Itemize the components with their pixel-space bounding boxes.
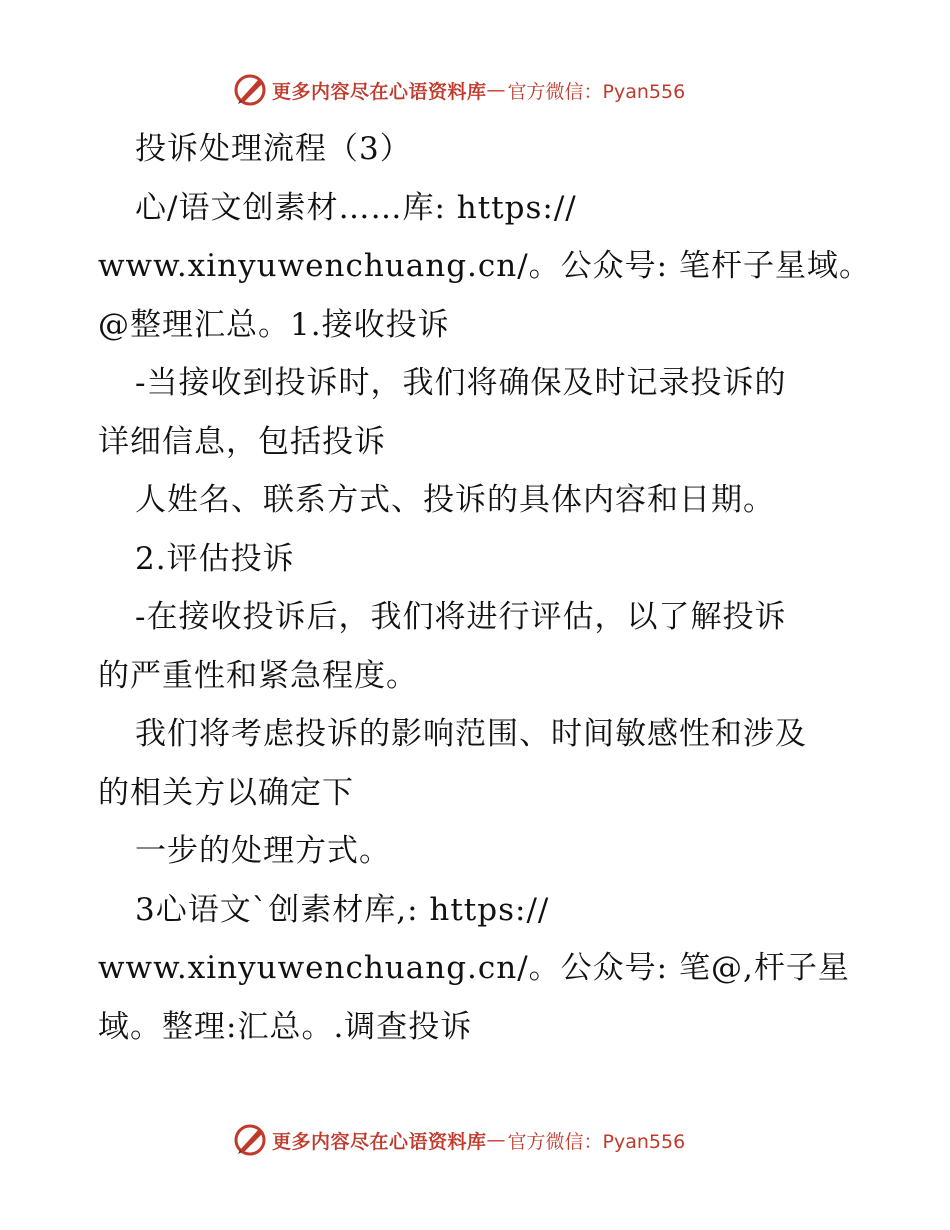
document-body: [98, 120, 871, 1056]
banner-separator: —: [486, 1129, 506, 1151]
pen-logo-icon: [232, 1122, 268, 1158]
body-line: -当接收到投诉时，我们将确保及时记录投诉的: [135, 365, 787, 401]
banner-wechat: 官方微信：Pyan556: [507, 1130, 686, 1153]
body-line: www.xinyuwenchuang.cn/。公众号: 笔杆子星域。: [98, 248, 871, 284]
body-line: -在接收投诉后，我们将进行评估，以了解投诉: [135, 599, 787, 635]
banner-text: 更多内容尽在心语资料库: [272, 1130, 487, 1153]
body-line: 我们将考虑投诉的影响范围、时间敏感性和涉及: [135, 716, 807, 752]
body-line: 的相关方以确定下: [98, 774, 354, 811]
body-line: 2.评估投诉: [135, 540, 295, 577]
body-line: 详细信息，包括投诉: [98, 423, 386, 460]
body-line: 一步的处理方式。: [135, 833, 391, 869]
body-line: 3心语文`创素材库,: https://: [135, 891, 550, 928]
body-line: 人姓名、联系方式、投诉的具体内容和日期。: [135, 482, 775, 518]
body-line: 投诉处理流程（3）: [135, 131, 412, 167]
pen-logo-icon: [232, 72, 268, 108]
header-watermark-banner: [232, 70, 752, 110]
banner-wechat: 官方微信：Pyan556: [507, 80, 686, 103]
banner-text: 更多内容尽在心语资料库: [272, 80, 487, 103]
banner-separator: —: [486, 79, 506, 101]
body-line: www.xinyuwenchuang.cn/。公众号: 笔@,杆子星: [98, 950, 850, 986]
body-line: 的严重性和紧急程度。: [98, 657, 418, 694]
footer-watermark-banner: [232, 1120, 752, 1160]
body-line: 心/语文创素材……库: https://: [135, 189, 577, 226]
body-line: 域。整理:汇总。.调查投诉: [98, 1008, 473, 1045]
body-line: @整理汇总。1.接收投诉: [98, 306, 450, 343]
